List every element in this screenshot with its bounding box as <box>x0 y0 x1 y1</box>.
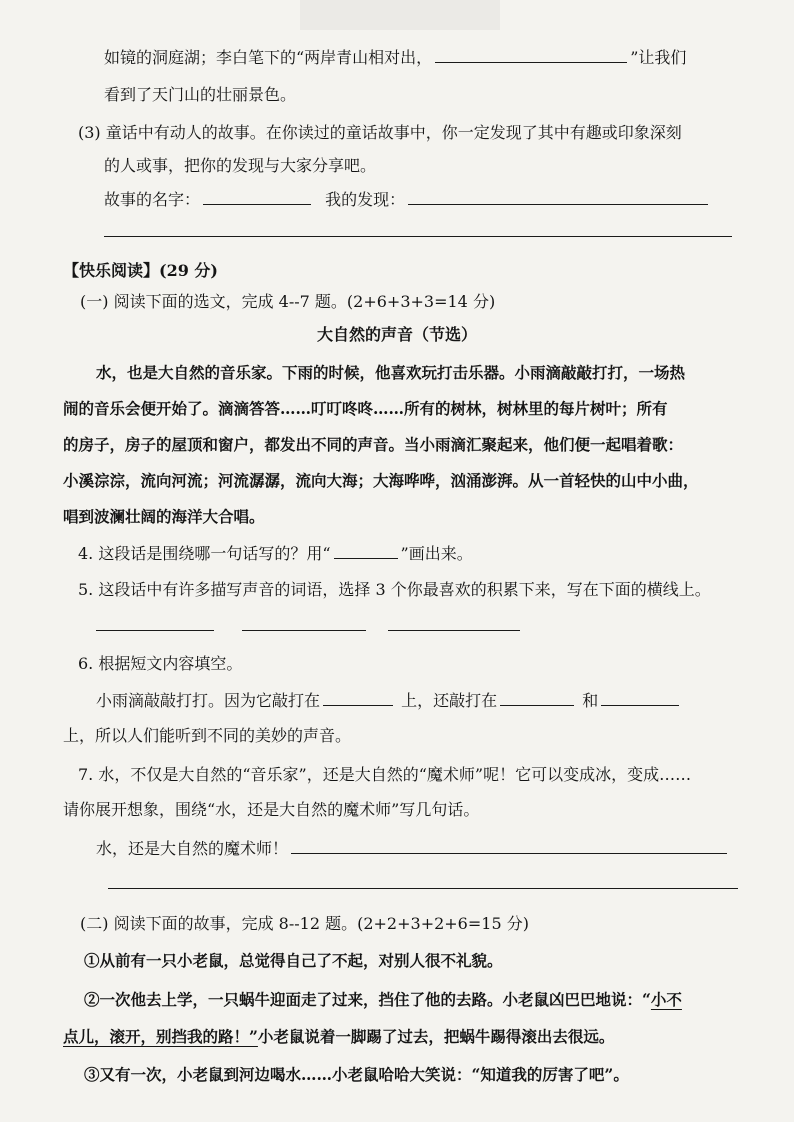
q6-blank-3[interactable] <box>601 689 679 706</box>
story-p3-text: ③又有一次，小老鼠到河边喝水……小老鼠哈哈大笑说：“知道我的厉害了吧”。 <box>84 1065 629 1084</box>
passage-line <box>63 468 699 494</box>
q3-extra-answer-line[interactable] <box>104 236 732 237</box>
q6-text-b: 上，还敲打在 <box>401 691 498 710</box>
q7-question-line2 <box>63 797 479 823</box>
discovery-blank[interactable] <box>408 188 708 205</box>
story-paragraph-3 <box>84 1062 629 1088</box>
passage-title <box>317 322 477 348</box>
q7-text-line1: 7. 水，不仅是大自然的“音乐家”，还是大自然的“魔术师”呢！它可以变成冰，变成…… <box>78 765 692 784</box>
q6-fill-line-end <box>63 723 351 749</box>
q3-text-line1: (3) 童话中有动人的故事。在你读过的童话故事中，你一定发现了其中有趣或印象深刻 <box>78 123 682 142</box>
q4-text-b: ”画出来。 <box>400 544 473 563</box>
q6-text-c: 和 <box>582 691 599 710</box>
q4-text-a: 4. 这段话是围绕哪一句话写的？用“ <box>78 544 331 563</box>
story-paragraph-1 <box>84 948 503 974</box>
part1-instruction-text: (一) 阅读下面的选文，完成 4--7 题。(2+6+3+3=14 分) <box>80 292 496 311</box>
story-p2-underlined-a: 小不 <box>650 990 682 1009</box>
q7-answer-line <box>96 836 730 862</box>
q3-question-line1 <box>78 120 682 146</box>
passage-line <box>63 396 668 422</box>
q6-fill-line <box>96 688 682 714</box>
q5-answer-blank-1[interactable] <box>96 630 214 631</box>
part2-instruction <box>80 911 529 937</box>
q6-blank-2[interactable] <box>500 689 574 706</box>
passage-line <box>96 360 685 386</box>
passage-line-1: 水，也是大自然的音乐家。下雨的时候，他喜欢玩打击乐器。小雨滴敲敲打打，一场热 <box>96 363 686 382</box>
q7-prompt: 水，还是大自然的魔术师！ <box>96 839 289 858</box>
discovery-label: 我的发现： <box>325 190 406 209</box>
q3-answer-line <box>104 187 711 213</box>
q3-question-line2 <box>104 153 376 179</box>
story-name-blank[interactable] <box>203 188 311 205</box>
q6-text: 6. 根据短文内容填空。 <box>78 654 243 673</box>
q7-question-line1 <box>78 762 691 788</box>
q2-continuation-line1 <box>104 45 686 71</box>
q2-line1-tail: ”让我们 <box>630 48 687 67</box>
bleed-through-mark <box>300 0 500 30</box>
passage-line-3: 的房子，房子的屋顶和窗户，都发出不同的声音。当小雨滴汇聚起来，他们便一起唱着歌： <box>63 435 684 454</box>
q2-continuation-line2 <box>104 82 296 108</box>
story-p2-text-a: ②一次他去上学，一只蜗牛迎面走了过来，挡住了他的去路。小老鼠凶巴巴地说：“ <box>84 990 651 1009</box>
q6-text-d: 上，所以人们能听到不同的美妙的声音。 <box>63 726 352 745</box>
q2-line2-text: 看到了天门山的壮丽景色。 <box>104 85 297 104</box>
section-title-text: 【快乐阅读】(29 分) <box>63 261 218 280</box>
q5-question <box>78 577 711 603</box>
q5-answer-blank-3[interactable] <box>388 630 520 631</box>
q5-text: 5. 这段话中有许多描写声音的词语，选择 3 个你最喜欢的积累下来，写在下面的横线上。 <box>78 580 711 599</box>
story-name-label: 故事的名字： <box>104 190 201 209</box>
q5-answer-blank-2[interactable] <box>242 630 366 631</box>
passage-line <box>63 504 265 530</box>
q4-wavy-line-sample <box>334 542 398 559</box>
answer-blank-poem[interactable] <box>435 46 627 63</box>
story-p2-text-b: 小老鼠说着一脚踢了过去，把蜗牛踢得滚出去很远。 <box>257 1027 615 1046</box>
passage-line <box>63 432 683 458</box>
passage-line-4: 小溪淙淙，流向河流；河流潺潺，流向大海；大海哗哗，汹涌澎湃。从一首轻快的山中小曲， <box>63 471 699 490</box>
section-title <box>63 258 218 284</box>
story-p2-underlined-b: 点儿，滚开，别挡我的路！” <box>63 1027 258 1046</box>
q7-extra-answer-line[interactable] <box>108 888 738 889</box>
story-p1-text: ①从前有一只小老鼠，总觉得自己了不起，对别人很不礼貌。 <box>84 951 503 970</box>
story-paragraph-2-line1 <box>84 987 682 1013</box>
story-paragraph-2-line2 <box>63 1024 614 1050</box>
q7-answer-blank[interactable] <box>291 837 727 854</box>
q6-question <box>78 651 242 677</box>
passage-line-5: 唱到波澜壮阔的海洋大合唱。 <box>63 507 265 526</box>
q7-text-line2: 请你展开想象，围绕“水，还是大自然的魔术师”写几句话。 <box>63 800 480 819</box>
q6-blank-1[interactable] <box>323 689 393 706</box>
q4-question <box>78 541 473 567</box>
q3-text-line2: 的人或事，把你的发现与大家分享吧。 <box>104 156 377 175</box>
passage-line-2: 闹的音乐会便开始了。滴滴答答……叮叮咚咚……所有的树林，树林里的每片树叶；所有 <box>63 399 668 418</box>
part2-instruction-text: (二) 阅读下面的故事，完成 8--12 题。(2+2+3+2+6=15 分) <box>80 914 529 933</box>
part1-instruction <box>80 289 495 315</box>
passage-title-text: 大自然的声音（节选） <box>317 325 478 344</box>
q6-text-a: 小雨滴敲敲打打。因为它敲打在 <box>96 691 321 710</box>
q2-line1-text: 如镜的洞庭湖；李白笔下的“两岸青山相对出， <box>104 48 433 67</box>
